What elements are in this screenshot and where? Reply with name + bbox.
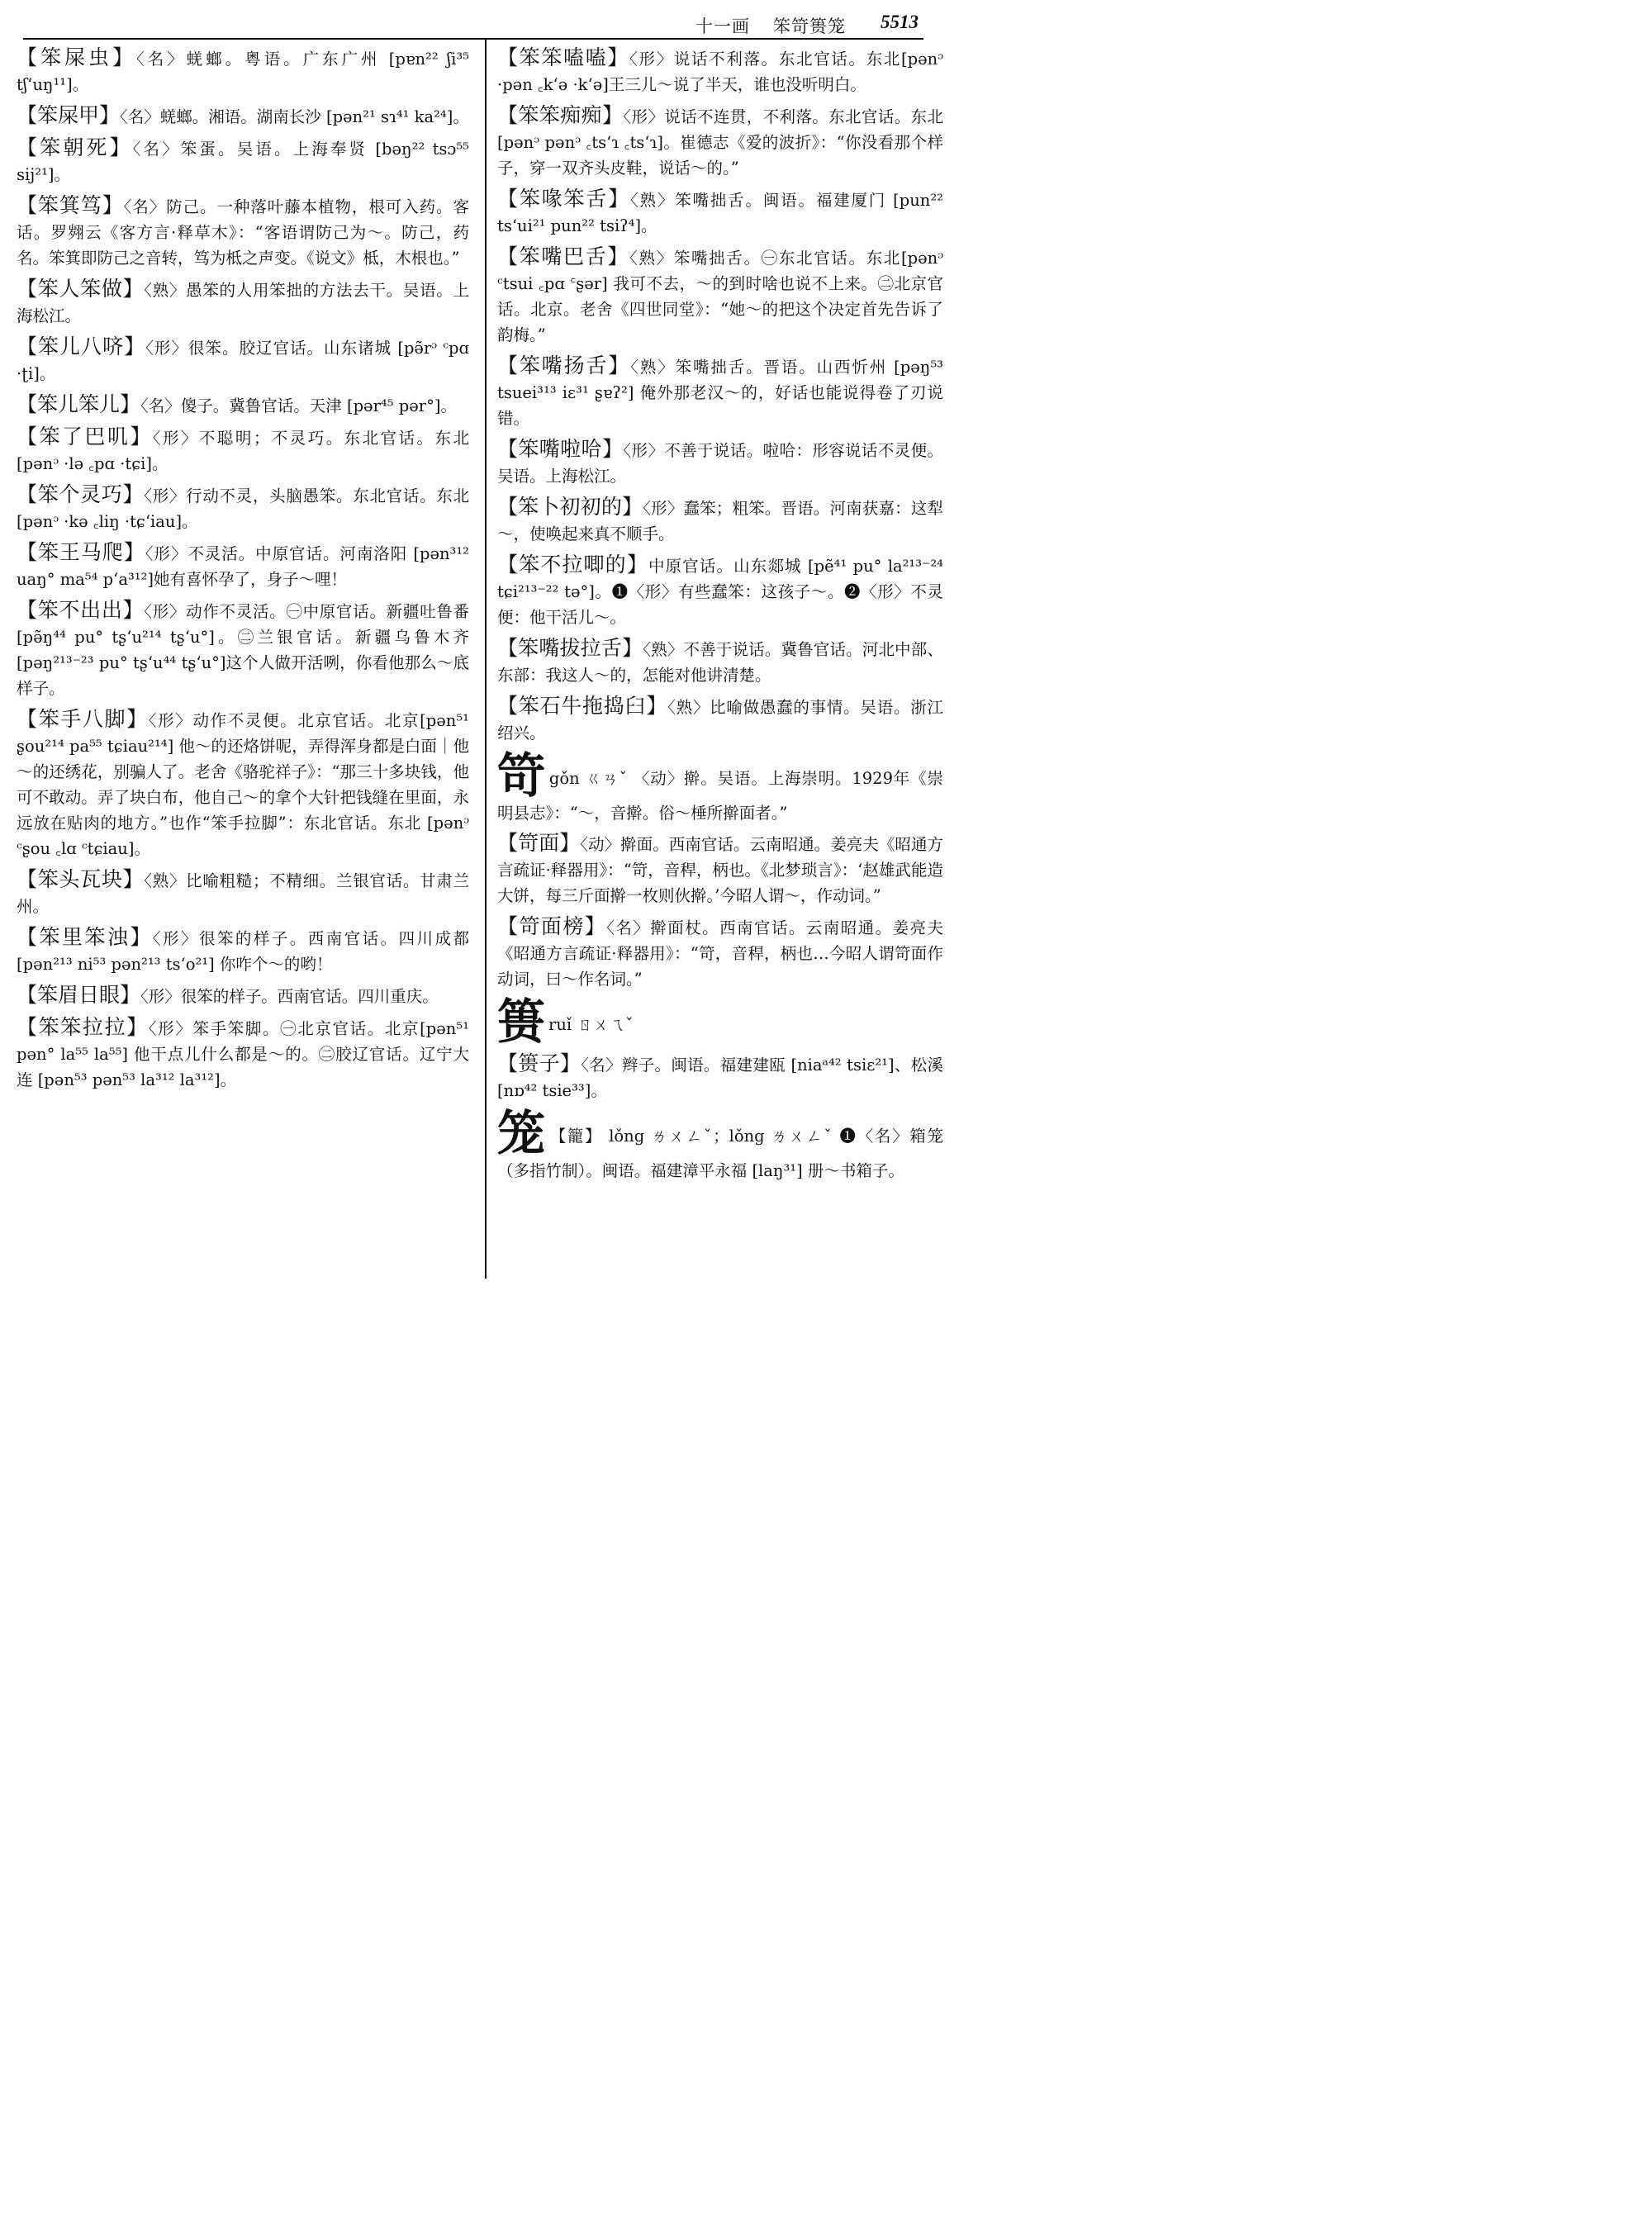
entry-headword: 【笨笨嗑嗑】: [497, 45, 630, 69]
entry-body: 〈熟〉比喻做愚蠢的事情。吴语。浙江绍兴。: [497, 698, 943, 743]
entry-body: 〈形〉很笨的样子。西南官话。四川重庆。: [140, 987, 439, 1006]
entry-body: 〈形〉不聪明；不灵巧。东北官话。东北 [pənᵓ ·lə ꜀pɑ ·tɕi]。: [17, 429, 469, 473]
entry-headword: 【笨嘴巴舌】: [497, 244, 630, 268]
entry-body: 〈动〉擀面。西南官话。云南昭通。姜亮夫《昭通方言疏证·释器用》：“笴，音稈，柄也。《北梦琐言》：‘赵雄武能造大饼，每三斤面擀一枚则伙擀。’今昭人谓～，作动词。”: [497, 835, 943, 905]
entry-headword: 【笴面榜】: [497, 914, 607, 938]
char-body: gǒn ㄍㄢˇ 〈动〉擀。吴语。上海崇明。1929年《崇明县志》：“～，音擀。俗～棰所擀面者。”: [497, 769, 943, 823]
entry-headword: 【篑子】: [497, 1051, 582, 1075]
entry-body: 〈名〉辫子。闽语。福建建瓯 [niaᵃ⁴² tsiɛ²¹]、松溪 [nɒ⁴² tsie³³]。: [497, 1056, 943, 1100]
entry-body: 〈形〉行动不灵，头脑愚笨。东北官话。东北 [pənᵓ ·kə ꜀liŋ ·tɕʻiau]。: [17, 486, 469, 531]
entry-headword: 【笨喙笨舌】: [497, 187, 630, 211]
entry-body: 〈熟〉笨嘴拙舌。㊀东北官话。东北[pənᵓ ᶜtsui ꜀pɑ ꜂ʂər] 我可不去，～的到时啥也说不上来。㊁北京官话。北京。老舍《四世同堂》：“她～的把这个决定首先告诉了韵梅。”: [497, 249, 943, 344]
entry-body: 〈熟〉笨嘴拙舌。晋语。山西忻州 [pəŋ⁵³ tsuei³¹³ iɛ³¹ ʂɐʔ²] 俺外那老汉～的，好话也能说得卷了刃说错。: [497, 358, 943, 428]
entry-body: 〈形〉很笨的样子。西南官话。四川成都 [pən²¹³ ni⁵³ pən²¹³ tsʻo²¹] 你咋个～的哟！: [17, 929, 469, 974]
entry-body: 〈熟〉愚笨的人用笨拙的方法去干。吴语。上海松江。: [17, 281, 469, 325]
entry-body: 〈名〉蜣螂。粤语。广东广州 [pɐn²² ʃi³⁵ tʃʻuŋ¹¹]。: [17, 50, 469, 94]
char-headword: 笼: [497, 1105, 547, 1161]
entry-body: 〈形〉很笨。胶辽官话。山东诸城 [pə̃rᵓ ᶜpɑ ·ʈi]。: [17, 339, 469, 383]
entry: [17, 391, 469, 419]
entry-headword: 【笨里笨浊】: [17, 925, 153, 949]
char-headword: 篑: [497, 994, 546, 1050]
entry: [17, 192, 469, 271]
entry-body: 〈名〉擀面杖。西南官话。云南昭通。姜亮夫《昭通方言疏证·释器用》：“笴，音稈，柄也…今昭人谓笴面作动词，曰～作名词。”: [497, 918, 943, 989]
entry-headword: 【笨石牛拖捣臼】: [497, 694, 668, 718]
entry-headword: 【笴面】: [497, 831, 581, 855]
entry: [497, 830, 943, 909]
char-body: 【籠】 lǒng ㄌㄨㄥˇ；lǒng ㄌㄨㄥˇ ❶〈名〉箱笼（多指竹制）。闽语。福建漳平永福 [laŋ³¹] 册～书箱子。: [497, 1127, 943, 1180]
entry-headword: 【笨头瓦块】: [17, 867, 145, 891]
entry-body: 〈形〉动作不灵便。北京官话。北京[pən⁵¹ ʂou²¹⁴ pa⁵⁵ tɕiau²¹⁴] 他～的还烙饼呢，弄得浑身都是白面｜他～的还绣花，别骗人了。老舍《骆驼祥子》：“那三十多块钱，他可不敢动。弄了块白布，他自己～的拿个大针把钱缝在里面，永远放在贴肉的地方。”也作“笨手拉脚”：东北官话。东北 [pənᵓ ᶜʂou ꜀lɑ ᶜtɕiau]。: [17, 711, 469, 858]
entry-body: 〈名〉傻子。冀鲁官话。天津 [pər⁴⁵ pər°]。: [140, 396, 457, 415]
entry-body: 〈名〉笨蛋。吴语。上海奉贤 [bəŋ²² tsɔ⁵⁵ sij²¹]。: [17, 140, 469, 184]
entry: [17, 135, 469, 187]
entry: [17, 924, 469, 977]
entry-headword: 【笨儿八哜】: [17, 334, 146, 358]
entry-body: 中原官话。山东郯城 [pẽ⁴¹ pu° la²¹³⁻²⁴ tɕi²¹³⁻²² tə°]。❶〈形〉有些蠢笨：这孩子～。❷〈形〉不灵便：他干活儿～。: [497, 557, 943, 627]
header-section: 十一画: [695, 17, 750, 36]
entry-headword: 【笨笨痴痴】: [497, 103, 624, 127]
entry: [497, 353, 943, 431]
char-entry: [497, 1105, 943, 1184]
entry: [17, 334, 469, 387]
entry-headword: 【笨嘴拔拉舌】: [497, 636, 643, 660]
entry-body: 〈熟〉比喻粗糙；不精细。兰银官话。甘肃兰州。: [17, 871, 469, 916]
char-entry: [497, 747, 943, 826]
left-column: [17, 45, 469, 1098]
entry-body: 〈形〉蠢笨；粗笨。晋语。河南获嘉：这犁～，使唤起来真不顺手。: [497, 499, 943, 543]
page-number: 5513: [881, 12, 919, 32]
entry: [17, 424, 469, 477]
header-rule: [23, 38, 923, 40]
entry: [497, 45, 943, 97]
entry-headword: 【笨箕笃】: [17, 193, 124, 217]
entry-body: 〈名〉蜣螂。湘语。湖南长沙 [pən²¹ sɿ⁴¹ ka²⁴]。: [120, 107, 469, 126]
entry: [17, 597, 469, 701]
entry: [17, 276, 469, 329]
header-headwords: 笨笴篑笼: [773, 17, 846, 36]
entry: [17, 482, 469, 534]
entry: [17, 539, 469, 592]
entry-body: 〈熟〉不善于说话。冀鲁官话。河北中部、东部：我这人～的，怎能对他讲清楚。: [497, 640, 943, 685]
entry-body: 〈形〉动作不灵活。㊀中原官话。新疆吐鲁番 [pə̃ŋ⁴⁴ pu° tʂʻu²¹⁴ tʂʻu°]。㊁兰银官话。新疆乌鲁木齐 [pəŋ²¹³⁻²³ pu° tʂʻu⁴⁴ tʂʻu°]这个人做开活咧，你看他那么～底样子。: [17, 602, 469, 698]
entry: [497, 635, 943, 688]
entry-headword: 【笨笨拉拉】: [17, 1015, 149, 1039]
running-header: [0, 0, 958, 36]
right-column: [497, 45, 943, 1188]
entry-headword: 【笨不拉唧的】: [497, 553, 648, 576]
entry: [497, 913, 943, 992]
entry-headword: 【笨手八脚】: [17, 707, 149, 731]
entry-headword: 【笨卜初初的】: [497, 495, 643, 519]
entry-headword: 【笨嘴扬舌】: [497, 353, 631, 377]
char-headword: 笴: [497, 747, 546, 804]
entry: [17, 706, 469, 861]
entry-headword: 【笨不出出】: [17, 598, 145, 622]
entry: [497, 693, 943, 746]
entry-body: 〈形〉说话不利落。东北官话。东北[pənᵓ ·pən ꜀kʻə ·kʻə]王三儿～说了半天，谁也没听明白。: [497, 50, 943, 94]
entry-headword: 【笨屎虫】: [17, 45, 136, 69]
entry-headword: 【笨王马爬】: [17, 540, 145, 564]
entry-headword: 【笨眉日眼】: [17, 983, 141, 1007]
entry-headword: 【笨个灵巧】: [17, 482, 145, 506]
entry: [497, 102, 943, 181]
char-body: ruǐ ㄖㄨㄟˇ: [548, 1015, 634, 1034]
entry-body: 〈名〉防己。一种落叶藤本植物，根可入药。客话。罗翙云《客方言·释草木》：“客语谓防己为～。防己，药名。笨箕即防己之音转，笃为柢之声变。《说文》柢，木根也。”: [17, 197, 469, 268]
column-divider: [485, 40, 487, 1279]
entry: [17, 866, 469, 919]
entry: [497, 436, 943, 489]
entry: [17, 982, 469, 1009]
entry-headword: 【笨屎甲】: [17, 103, 121, 127]
entry: [497, 244, 943, 348]
entry-headword: 【笨人笨做】: [17, 277, 145, 301]
char-entry: [497, 994, 943, 1050]
entry-body: 〈形〉说话不连贯，不利落。东北官话。东北 [pənᵓ pənᵓ ꜀tsʻɿ ꜀tsʻɿ]。崔德志《爱的波折》：“你没看那个样子，穿一双齐头皮鞋，说话～的。”: [497, 107, 943, 178]
entry: [17, 1014, 469, 1093]
entry: [497, 186, 943, 239]
entry: [17, 102, 469, 130]
entry: [17, 45, 469, 97]
entry-headword: 【笨朝死】: [17, 135, 133, 159]
entry: [497, 1051, 943, 1103]
entry-body: 〈熟〉笨嘴拙舌。闽语。福建厦门 [pun²² tsʻui²¹ pun²² tsiʔ⁴]。: [497, 191, 943, 235]
entry: [497, 494, 943, 547]
entry-body: 〈形〉不灵活。中原官话。河南洛阳 [pən³¹² uaŋ° ma⁵⁴ pʻa³¹²]她有喜怀孕了，身子～哩！: [17, 544, 469, 589]
entry-body: 〈形〉不善于说话。啦哈：形容说话不灵便。吴语。上海松江。: [497, 441, 943, 486]
entry-headword: 【笨儿笨儿】: [17, 392, 141, 416]
entry: [497, 552, 943, 630]
entry-body: 〈形〉笨手笨脚。㊀北京官话。北京[pən⁵¹ pən° la⁵⁵ la⁵⁵] 他干点儿什么都是～的。㊁胶辽官话。辽宁大连 [pən⁵³ pən⁵³ la³¹² la³¹²]。: [17, 1019, 469, 1089]
entry-headword: 【笨嘴啦哈】: [497, 437, 624, 461]
entry-headword: 【笨了巴叽】: [17, 425, 153, 448]
